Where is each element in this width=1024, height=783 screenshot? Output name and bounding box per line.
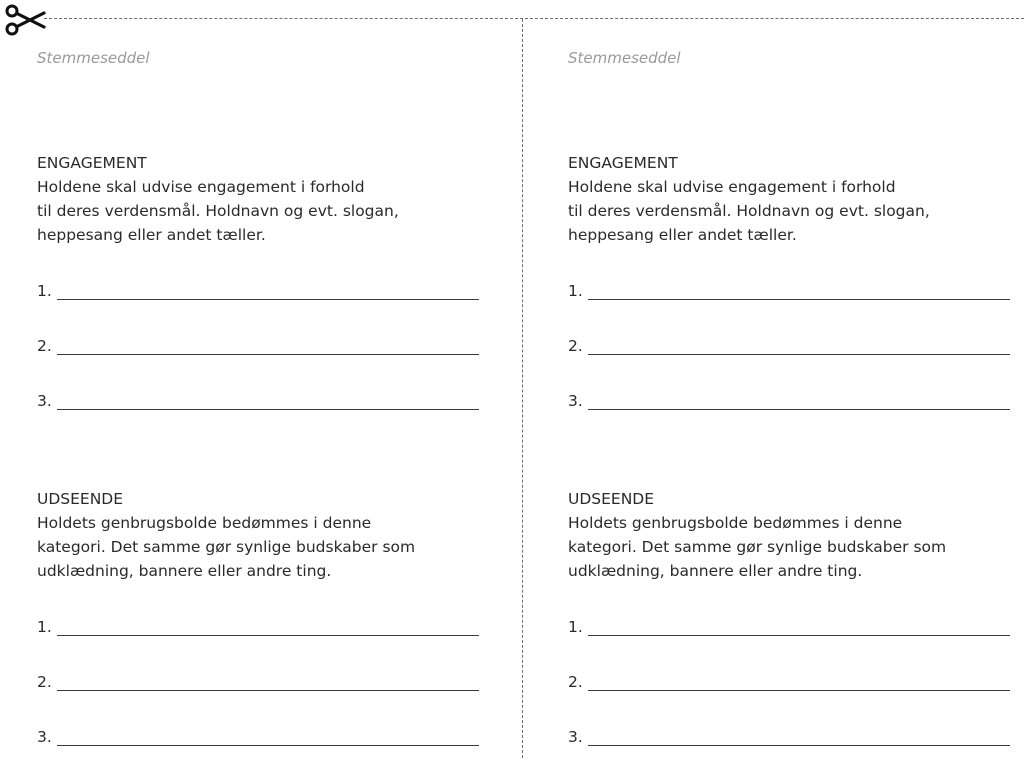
vote-line-rule[interactable] [588, 282, 1010, 300]
vote-lines [568, 618, 1010, 783]
section-description [568, 511, 1010, 583]
vote-line-rule[interactable] [588, 673, 1010, 691]
vote-line-number: 3. [37, 728, 52, 746]
vote-line-number: 1. [568, 618, 583, 636]
section-udseende [568, 487, 1010, 746]
vote-line-number: 3. [568, 392, 583, 410]
vote-line-rule[interactable] [588, 618, 1010, 636]
ballot-heading: Stemmeseddel [568, 49, 681, 67]
description-line: heppesang eller andet tæller. [37, 226, 266, 244]
vote-line-2[interactable] [568, 673, 1010, 728]
section-engagement [568, 151, 1010, 410]
description-line: Holdets genbrugsbolde bedømmes i denne [568, 514, 903, 532]
vote-line-rule[interactable] [57, 728, 479, 746]
section-description [568, 175, 1010, 247]
section-title: ENGAGEMENT [568, 154, 678, 172]
description-line: Holdene skal udvise engagement i forhold [37, 178, 365, 196]
vote-line-number: 2. [568, 337, 583, 355]
vote-line-rule[interactable] [57, 337, 479, 355]
vote-line-number: 3. [568, 728, 583, 746]
description-line: til deres verdensmål. Holdnavn og evt. slogan, [568, 202, 930, 220]
vote-line-3[interactable] [37, 728, 479, 783]
vote-line-rule[interactable] [588, 728, 1010, 746]
vote-line-number: 2. [37, 337, 52, 355]
vote-lines [37, 282, 479, 447]
section-engagement [37, 151, 479, 410]
vote-line-2[interactable] [37, 337, 479, 392]
vote-line-rule[interactable] [57, 673, 479, 691]
vote-line-rule[interactable] [588, 392, 1010, 410]
section-title: UDSEENDE [568, 490, 655, 508]
vote-line-2[interactable] [568, 337, 1010, 392]
description-line: heppesang eller andet tæller. [568, 226, 797, 244]
ballot-heading: Stemmeseddel [37, 49, 150, 67]
cut-line-vertical [522, 19, 523, 758]
description-line: udklædning, bannere eller andre ting. [568, 562, 863, 580]
section-description [37, 175, 479, 247]
section-udseende [37, 487, 479, 746]
vote-line-number: 2. [37, 673, 52, 691]
section-title: UDSEENDE [37, 490, 124, 508]
vote-line-3[interactable] [568, 728, 1010, 783]
vote-line-number: 3. [37, 392, 52, 410]
vote-line-1[interactable] [37, 282, 479, 337]
vote-lines [568, 282, 1010, 447]
vote-line-rule[interactable] [57, 282, 479, 300]
vote-line-number: 1. [568, 282, 583, 300]
vote-line-rule[interactable] [57, 618, 479, 636]
vote-line-rule[interactable] [588, 337, 1010, 355]
vote-line-rule[interactable] [57, 392, 479, 410]
section-title: ENGAGEMENT [37, 154, 147, 172]
ballot-right [568, 0, 1010, 758]
ballot-left [37, 0, 479, 758]
description-line: til deres verdensmål. Holdnavn og evt. slogan, [37, 202, 399, 220]
section-description [37, 511, 479, 583]
vote-line-1[interactable] [37, 618, 479, 673]
description-line: Holdets genbrugsbolde bedømmes i denne [37, 514, 372, 532]
vote-lines [37, 618, 479, 783]
vote-line-1[interactable] [568, 618, 1010, 673]
vote-line-1[interactable] [568, 282, 1010, 337]
description-line: udklædning, bannere eller andre ting. [37, 562, 332, 580]
vote-line-number: 1. [37, 282, 52, 300]
description-line: kategori. Det samme gør synlige budskaber som [37, 538, 416, 556]
description-line: Holdene skal udvise engagement i forhold [568, 178, 896, 196]
vote-line-number: 2. [568, 673, 583, 691]
vote-line-2[interactable] [37, 673, 479, 728]
vote-line-3[interactable] [568, 392, 1010, 447]
description-line: kategori. Det samme gør synlige budskaber som [568, 538, 947, 556]
vote-line-number: 1. [37, 618, 52, 636]
vote-line-3[interactable] [37, 392, 479, 447]
